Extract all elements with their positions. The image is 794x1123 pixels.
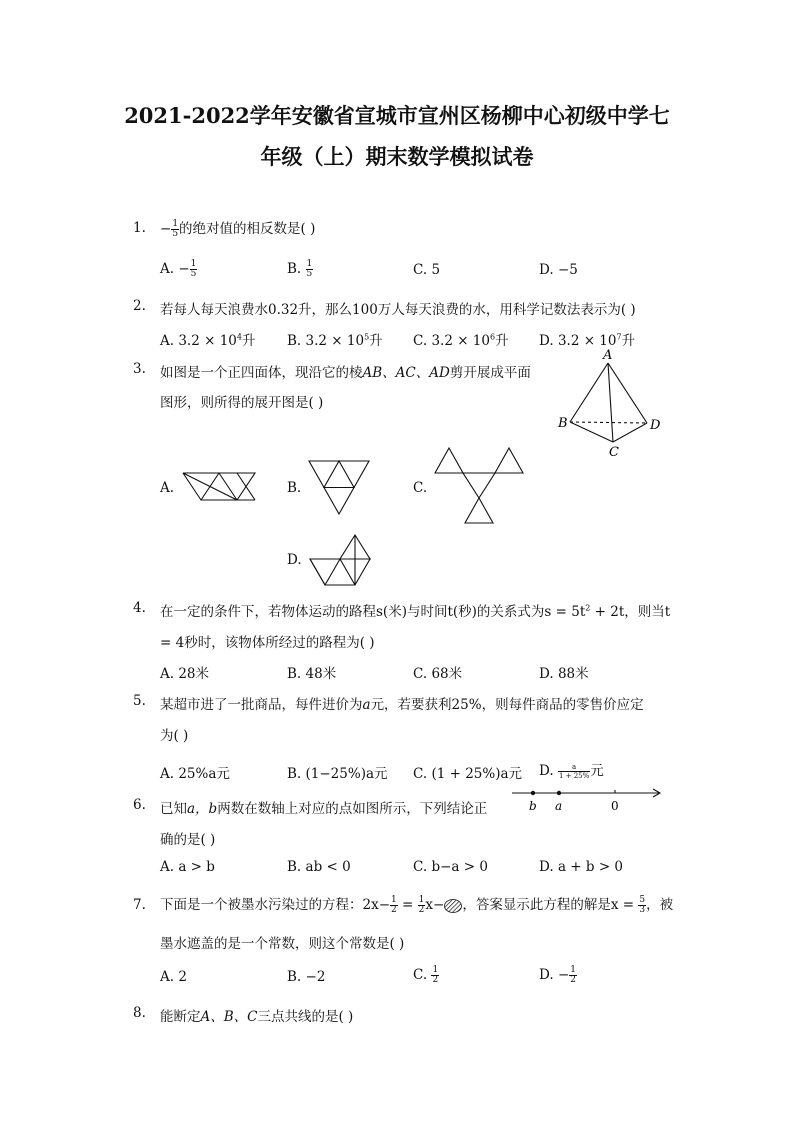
q3-number: 3. bbox=[133, 361, 146, 377]
q6-stem-line2: 确的是( ) bbox=[160, 832, 216, 848]
q2-option-d: D. $3.2 \times 10^7$升 bbox=[539, 332, 636, 349]
q2-option-c: C. $3.2 \times 10^6$升 bbox=[413, 332, 509, 349]
q7-option-c: C. $\frac{1}{2}$ bbox=[413, 965, 439, 985]
page-title-line1: 2021-2022学年安徽省宣城市宣州区杨柳中心初级中学七 bbox=[124, 103, 670, 128]
q5-option-a: A. 25%a元 bbox=[160, 766, 230, 782]
q5-option-d: D. $\frac{a}{1 + 25\%}$ 元 bbox=[539, 763, 604, 780]
tetra-label-b: B bbox=[558, 416, 568, 431]
q1-option-b: B. $\frac{1}{5}$ bbox=[287, 259, 313, 279]
net-option-d bbox=[308, 533, 374, 588]
tetra-label-d: D bbox=[650, 418, 661, 433]
q2-option-b: B. $3.2 \times 10^5$升 bbox=[287, 332, 383, 349]
q3-option-d-label: D. bbox=[287, 552, 302, 568]
q2-option-a: A. $3.2 \times 10^4$升 bbox=[160, 332, 256, 349]
q3-stem-line2: 图形，则所得的展开图是( ) bbox=[160, 395, 324, 411]
q6-stem-line1: 已知a，b两数在数轴上对应的点如图所示，下列结论正 bbox=[160, 801, 488, 817]
q4-stem-line2: = 4秒时，该物体所经过的路程为( ) bbox=[160, 635, 375, 651]
q5-stem-line1: 某超市进了一批商品，每件进价为a元，若要获利25%，则每件商品的零售价应定 bbox=[160, 697, 644, 713]
q7-option-d: D. − $\frac{1}{2}$ bbox=[539, 965, 576, 985]
q1-fraction: $\frac{1}{5}$ bbox=[172, 219, 179, 239]
q4-option-c: C. 68米 bbox=[413, 666, 463, 682]
q6-option-b: B. ab < 0 bbox=[287, 859, 351, 875]
q4-number: 4. bbox=[133, 600, 146, 616]
q7-option-a: A. 2 bbox=[160, 969, 187, 985]
q1-option-d: D. −5 bbox=[539, 262, 578, 278]
tetra-label-a: A bbox=[603, 348, 613, 363]
q3-stem-line1: 如图是一个正四面体，现沿它的棱AB、AC、AD剪开展成平面 bbox=[160, 365, 531, 381]
q7-stem-line2: 墨水遮盖的是一个常数，则这个常数是( ) bbox=[160, 936, 405, 952]
tetrahedron-figure bbox=[555, 345, 665, 460]
q4-option-d: D. 88米 bbox=[539, 666, 589, 682]
q4-option-b: B. 48米 bbox=[287, 666, 337, 682]
q4-option-a: A. 28米 bbox=[160, 666, 210, 682]
q6-option-c: C. b−a > 0 bbox=[413, 859, 488, 875]
q1-minus: − bbox=[160, 221, 172, 237]
q7-option-b: B. −2 bbox=[287, 969, 326, 985]
q5-stem-line2: 为( ) bbox=[160, 728, 189, 744]
q5-option-c: C. (1 + 25%)a元 bbox=[413, 766, 523, 782]
tetra-label-c: C bbox=[609, 445, 619, 460]
net-option-b bbox=[307, 459, 371, 517]
q3-option-b-label: B. bbox=[287, 480, 302, 496]
q5-option-b: B. (1−25%)a元 bbox=[287, 766, 388, 782]
q4-stem-line1: 在一定的条件下，若物体运动的路程s(米)与时间t(秒)的关系式为$s = 5t^2 + 2t$，则当t bbox=[160, 603, 671, 620]
axis-label-zero: 0 bbox=[611, 799, 619, 813]
q6-option-d: D. a + b > 0 bbox=[539, 859, 624, 875]
net-option-a bbox=[180, 470, 260, 502]
q3-option-a-label: A. bbox=[160, 480, 175, 496]
ink-blot-icon bbox=[444, 899, 462, 913]
axis-label-a: a bbox=[555, 799, 563, 813]
q8-stem: 能断定A、B、C三点共线的是( ) bbox=[160, 1009, 354, 1025]
q5-number: 5. bbox=[133, 693, 146, 709]
q6-number: 6. bbox=[133, 797, 146, 813]
q2-stem: 若每人每天浪费水0.32升，那么100万人每天浪费的水，用科学记数法表示为( ) bbox=[160, 302, 636, 318]
q2-number: 2. bbox=[133, 298, 146, 314]
net-option-c bbox=[433, 446, 529, 528]
q7-number: 7. bbox=[133, 897, 146, 913]
number-line-figure bbox=[510, 783, 665, 813]
q3-option-c-label: C. bbox=[413, 480, 428, 496]
page-title-line2: 年级（上）期末数学模拟试卷 bbox=[260, 144, 534, 169]
q1-option-c: C. 5 bbox=[413, 262, 441, 278]
q1-stem bbox=[160, 217, 315, 239]
q6-option-a: A. a > b bbox=[160, 859, 215, 875]
q1-stem-text: 的绝对值的相反数是( ) bbox=[179, 221, 316, 237]
q7-stem-line1: 下面是一个被墨水污染过的方程：2x− $\frac{1}{2}$ = $\frac{1}{2}$ x− ，答案显示此方程的解是x = $\frac{5}{3}$ ，被 bbox=[160, 895, 674, 915]
q8-number: 8. bbox=[133, 1005, 146, 1021]
q1-number: 1. bbox=[133, 220, 146, 236]
axis-label-b: b bbox=[529, 799, 537, 813]
q1-option-a: A. − $\frac{1}{5}$ bbox=[160, 259, 197, 279]
